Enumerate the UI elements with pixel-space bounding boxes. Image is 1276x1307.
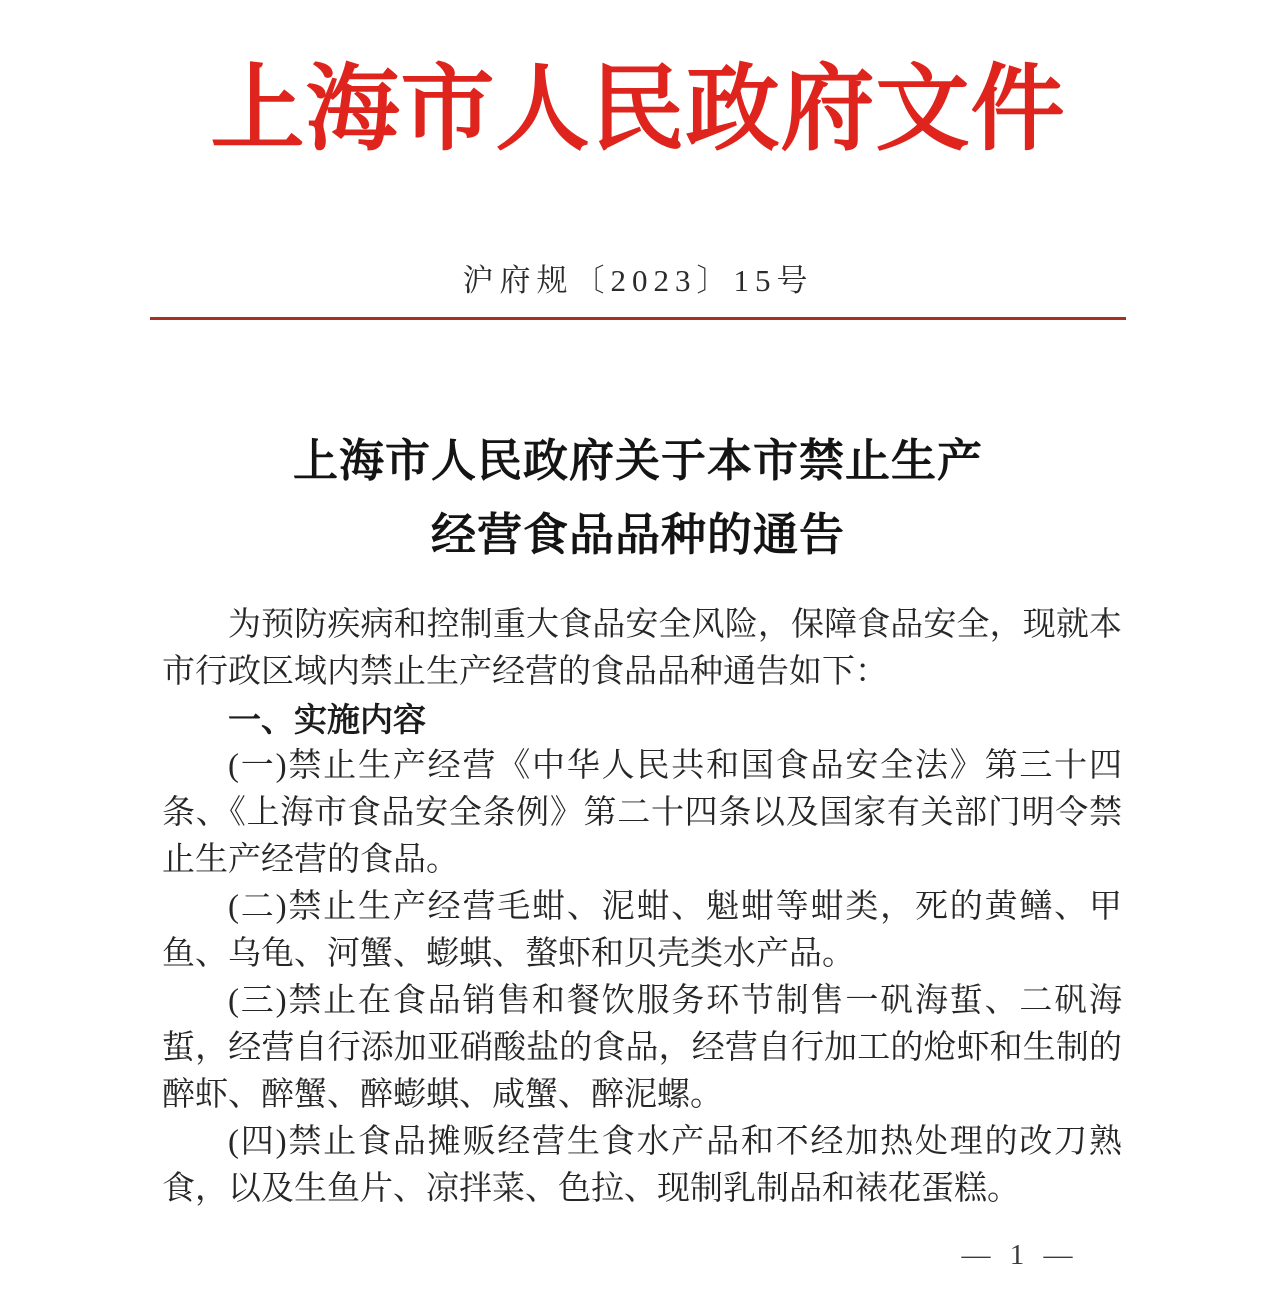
paragraph-item-1: (一)禁止生产经营《中华人民共和国食品安全法》第三十四条、《上海市食品安全条例》第二十四条以及国家有关部门明令禁止生产经营的食品。 bbox=[162, 748, 1122, 878]
document-header-title: 上海市人民政府文件 bbox=[210, 58, 1066, 162]
section-heading-implementation: 一、实施内容 bbox=[228, 701, 426, 738]
document-title-line-1: 上海市人民政府关于本市禁止生产 bbox=[292, 436, 983, 486]
document-title-line-2: 经营食品品种的通告 bbox=[430, 510, 845, 560]
document-title bbox=[0, 424, 1276, 572]
paragraph-intro: 为预防疾病和控制重大食品安全风险，保障食品安全，现就本市行政区域内禁止生产经营的食品品种通告如下： bbox=[162, 607, 1122, 690]
document-body bbox=[162, 602, 1122, 1213]
paragraph-item-3: (三)禁止在食品销售和餐饮服务环节制售一矾海蜇、二矾海蜇，经营自行添加亚硝酸盐的食品，经营自行加工的炝虾和生制的醉虾、醉蟹、醉蟛蜞、咸蟹、醉泥螺。 bbox=[162, 983, 1122, 1113]
red-divider-line bbox=[150, 317, 1126, 320]
document-number: 沪府规〔2023〕15号 bbox=[462, 263, 814, 298]
paragraph-item-2: (二)禁止生产经营毛蚶、泥蚶、魁蚶等蚶类，死的黄鳝、甲鱼、乌龟、河蟹、蟛蜞、螯虾和贝壳类水产品。 bbox=[162, 889, 1122, 972]
page-number: — 1 — bbox=[961, 1239, 1079, 1271]
paragraph-item-4: (四)禁止食品摊贩经营生食水产品和不经加热处理的改刀熟食，以及生鱼片、凉拌菜、色拉、现制乳制品和裱花蛋糕。 bbox=[162, 1124, 1122, 1207]
